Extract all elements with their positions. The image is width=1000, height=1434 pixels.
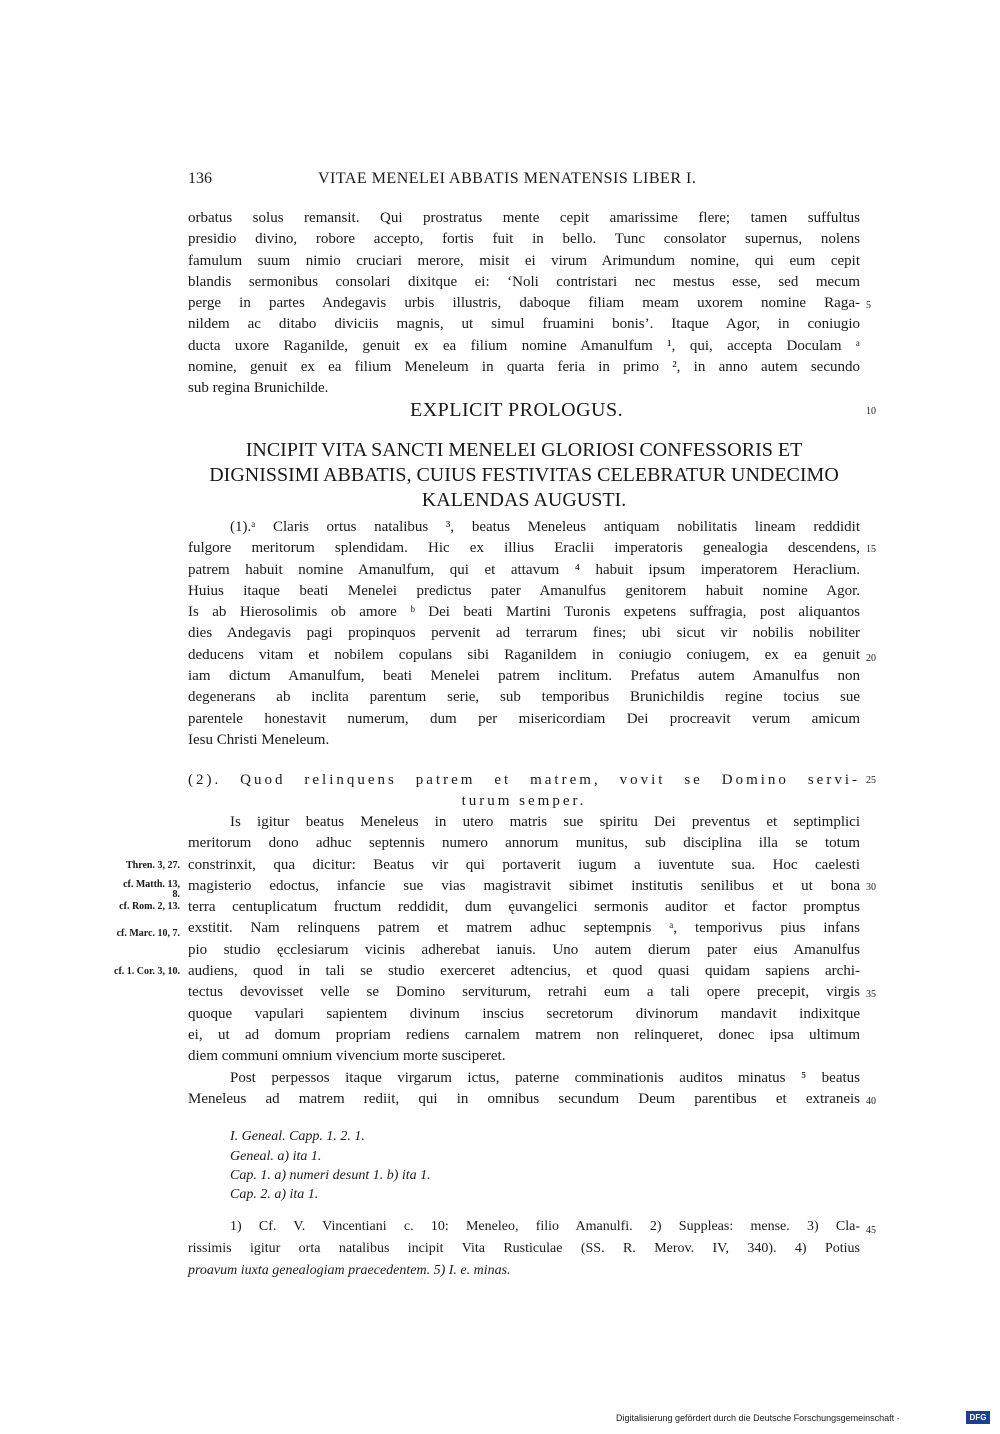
- line-number: 25: [866, 775, 876, 786]
- text-line: diem communi omnium vivencium morte susciperet.: [188, 1048, 506, 1065]
- text-line: fulgore meritorum splendidam. Hic ex illius Eraclii imperatoris genealogia descendens,: [188, 540, 860, 557]
- incipit-line: KALENDAS AUGUSTI.: [421, 489, 627, 511]
- line-number: 10: [866, 406, 876, 417]
- text-line: ei, ut ad domum propriam rediens carnalem matrem non relinqueret, donec ipsa ultimum: [188, 1026, 860, 1043]
- page-number: 136: [188, 170, 212, 187]
- margin-reference: cf. Rom. 2, 13.: [119, 901, 180, 912]
- line-number: 40: [866, 1096, 876, 1107]
- text-line: patrem habuit nomine Amanulfum, qui et attavum ⁴ habuit ipsum imperatorem Heraclium.: [188, 561, 860, 578]
- incipit-line: DIGNISSIMI ABBATIS, CUIUS FESTIVITAS CELEBRATUR UNDECIMO: [209, 464, 839, 486]
- text-line: perge in partes Andegavis urbis illustris, daboque filiam meam uxorem nomine Raga-: [188, 295, 860, 312]
- line-number: 15: [866, 544, 876, 555]
- text-line: degenerans ab inclita parentum serie, sub temporibus Brunichildis regine tocius sue: [188, 689, 860, 706]
- line-number: 5: [866, 300, 871, 311]
- text-line: presidio divino, robore accepto, fortis fuit in bello. Tunc consolator supernus, nolens: [188, 231, 860, 248]
- text-line: exstitit. Nam relinquens patrem et matrem adhuc septempnis ᵃ, temporivus pius infans: [188, 920, 860, 937]
- text-line: tectus devovisset velle se Domino serviturum, retrahi eum a tali opere precepit, virgis: [188, 984, 860, 1001]
- text-line: meritorum dono adhuc septennis numero annorum munitus, sub disciplina illa se totum: [188, 835, 860, 852]
- footnote-line: proavum iuxta genealogiam praecedentem. 5) I. e. minas.: [188, 1263, 511, 1278]
- explicit-heading: EXPLICIT PROLOGUS.: [410, 399, 624, 421]
- text-line: quoque vapulari sapientem divinum inscius secretorum divinorum mandavit indixitque: [188, 1005, 860, 1022]
- line-number: 45: [866, 1225, 876, 1236]
- text-line: Is igitur beatus Meneleus in utero matris sue spiritu Dei preventus et septimplici: [230, 814, 860, 830]
- running-title: VITAE MENELEI ABBATIS MENATENSIS LIBER I.: [318, 170, 697, 187]
- text-line: Post perpessos itaque virgarum ictus, paterne comminationis auditos minatus ⁵ beatus: [230, 1069, 860, 1086]
- text-line: Huius itaque beati Menelei predictus pater Amanulfus genitorem habuit nomine Agor.: [188, 582, 860, 599]
- apparatus-line: I. Geneal. Capp. 1. 2. 1.: [230, 1129, 365, 1144]
- text-line: magisterio edoctus, infancie sue vias magistravit sibimet institutis senilibus et ut bona: [188, 877, 860, 894]
- text-line: parentele honestavit numerum, dum per misericordiam Dei procreavit verum amicum: [188, 710, 860, 727]
- incipit-heading: [188, 438, 860, 513]
- prologue-text: [188, 208, 860, 400]
- text-line: pio studio ęcclesiarum vicinis adherebat ianuis. Uno autem dierum pater eius Amanulfus: [188, 941, 860, 958]
- text-line: nomine, genuit ex ea filium Meneleum in quarta feria in primo ², in anno autem secundo: [188, 359, 860, 376]
- margin-reference: cf. Matth. 13, 8.: [123, 879, 180, 900]
- text-line: iam dictum Amanulfum, beati Menelei patrem inclitum. Prefatus autem Amanulfus non: [188, 668, 860, 685]
- incipit-line: INCIPIT VITA SANCTI MENELEI GLORIOSI CONFESSORIS ET: [245, 439, 803, 461]
- line-number: 30: [866, 882, 876, 893]
- margin-reference: cf. Marc. 10, 7.: [116, 928, 180, 939]
- text-line: Meneleus ad matrem rediit, qui in omnibus secundum Deum parentibus et extraneis: [188, 1090, 860, 1107]
- margin-reference: Thren. 3, 27.: [126, 860, 180, 871]
- chapter-2-text: [188, 812, 860, 1110]
- text-line: nildem ac ditabo diviciis magnis, ut simul fruamini bonis’. Itaque Agor, in coniugio: [188, 316, 860, 333]
- text-line: audiens, quod in tali se studio exerceret adtencius, et quod quasi quidam sapiens archi-: [188, 963, 860, 980]
- footnotes: [188, 1216, 860, 1282]
- line-number: 35: [866, 989, 876, 1000]
- text-line: Iesu Christi Meneleum.: [188, 731, 330, 748]
- text-line: Is ab Hierosolimis ob amore ᵇ Dei beati Martini Turonis expetens suffragia, post aliquantos: [188, 604, 860, 621]
- text-line: sub regina Brunichilde.: [188, 380, 329, 397]
- footnote-line: rissimis igitur orta natalibus incipit Vita Rusticulae (SS. R. Merov. IV, 340). 4) Potius: [188, 1241, 860, 1256]
- text-line: (1).ᵃ Claris ortus natalibus ³, beatus Meneleus antiquam nobilitatis lineam reddidit: [230, 519, 860, 535]
- chapter-heading-line: (2). Quod relinquens patrem et matrem, vovit se Domino servi-: [188, 772, 860, 788]
- text-line: famulum suum nimio cruciari merore, misit ei virum Arimundum nomine, qui eum cepit: [188, 252, 860, 269]
- chapter-heading-line: turum semper.: [461, 793, 587, 810]
- chapter-1-text: [188, 517, 860, 751]
- footnote-line: 1) Cf. V. Vincentiani c. 10: Meneleo, filio Amanulfi. 2) Suppleas: mense. 3) Cla-: [230, 1219, 860, 1234]
- text-line: blandis sermonibus consolari dixitque ei: ‘Noli contristari nec mestus esse, sed mecum: [188, 273, 860, 290]
- text-line: constrinxit, qua dicitur: Beatus vir qui portaverit iugum a iuventute sua. Hoc caelesti: [188, 856, 860, 873]
- apparatus-line: Cap. 2. a) ita 1.: [230, 1187, 319, 1202]
- margin-reference: cf. 1. Cor. 3, 10.: [114, 966, 181, 977]
- text-line: dies Andegavis pagi propinquos pervenit ad terrarum fines; ubi sicut vir nobilis nobiliter: [188, 625, 860, 642]
- apparatus-line: Cap. 1. a) numeri desunt 1. b) ita 1.: [230, 1168, 431, 1183]
- text-line: orbatus solus remansit. Qui prostratus mente cepit amarissime flere; tamen suffultus: [188, 210, 860, 226]
- text-line: terra centuplicatum fructum reddidit, dum ęuvangelici sermonis auditor et factor promptus: [188, 899, 860, 916]
- line-number: 20: [866, 653, 876, 664]
- dfg-logo: DFG: [966, 1411, 990, 1424]
- digitization-credit: Digitalisierung gefördert durch die Deutsche Forschungsgemeinschaft ·: [616, 1413, 900, 1423]
- text-line: ducta uxore Raganilde, genuit ex ea filium nomine Amanulfum ¹, qui, accepta Doculam ᵃ: [188, 337, 860, 354]
- text-line: deducens vitam et nobilem copulans sibi Raganildem in coniugio coniugem, ex ea genuit: [188, 646, 860, 663]
- chapter-2-heading: [188, 770, 860, 813]
- apparatus-line: Geneal. a) ita 1.: [230, 1149, 322, 1164]
